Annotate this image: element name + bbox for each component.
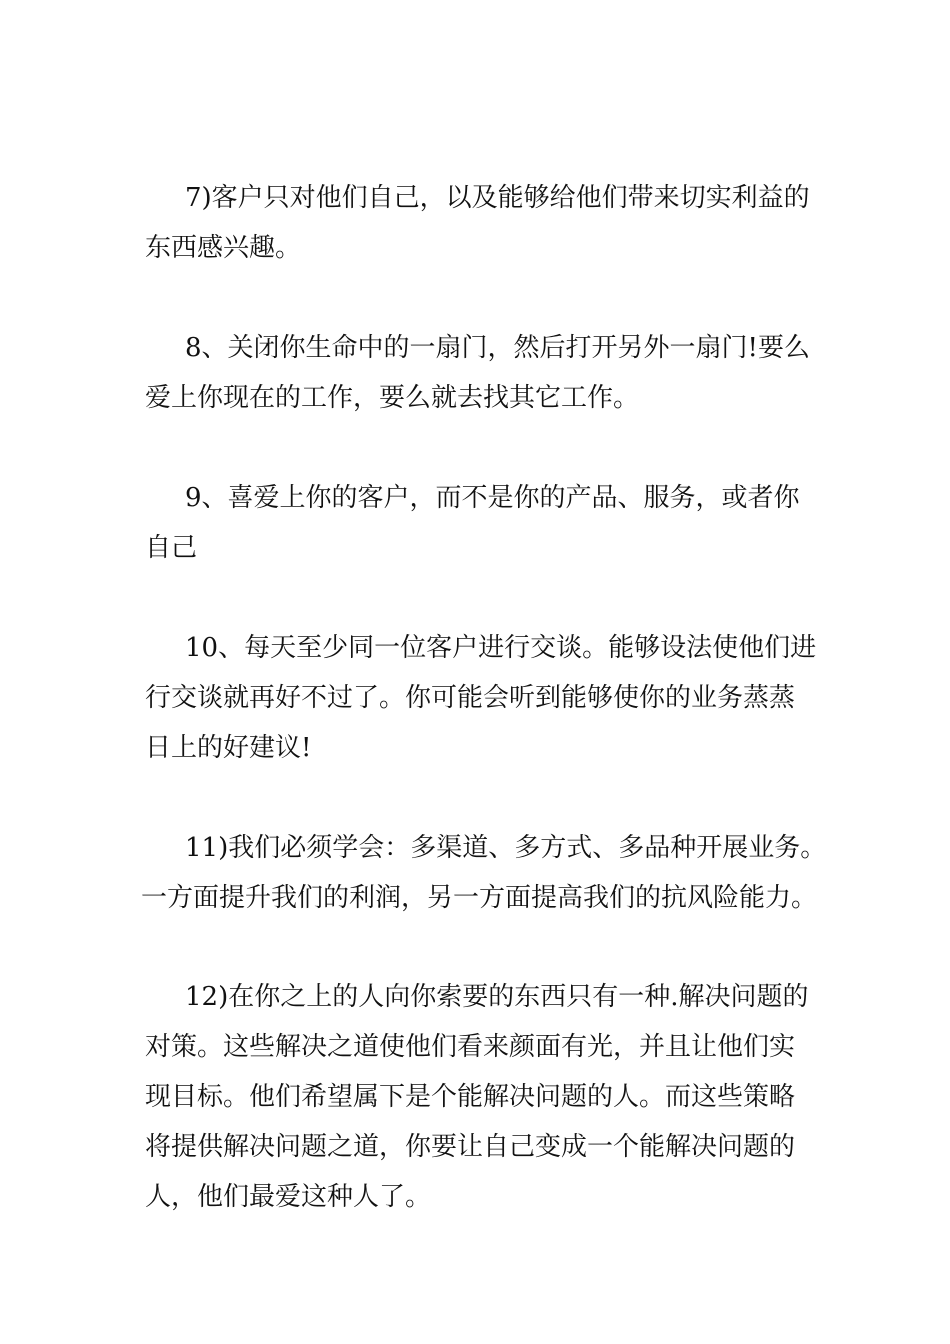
text-line: 10、每天至少同一位客户进行交谈。能够设法使他们进 <box>185 633 817 663</box>
text-line: 现目标。他们希望属下是个能解决问题的人。而这些策略 <box>145 1082 796 1112</box>
text-line: 人，他们最爱这种人了。 <box>145 1182 432 1212</box>
text-line: 自己 <box>145 533 198 563</box>
paragraph-7 <box>145 173 810 273</box>
text-line: 爱上你现在的工作，要么就去找其它工作。 <box>145 383 640 413</box>
text-line: 将提供解决问题之道，你要让自己变成一个能解决问题的 <box>145 1132 796 1162</box>
paragraph-10 <box>145 623 816 773</box>
text-line: 一方面提升我们的利润，另一方面提高我们的抗风险能力。 <box>141 883 818 913</box>
text-line: 7)客户只对他们自己，以及能够给他们带来切实利益的 <box>185 183 810 213</box>
text-line: 9、喜爱上你的客户，而不是你的产品、服务，或者你 <box>185 483 800 513</box>
text-line: 11)我们必须学会：多渠道、多方式、多品种开展业务。 <box>185 833 827 863</box>
text-line: 东西感兴趣。 <box>145 233 302 263</box>
text-line: 日上的好建议! <box>145 733 312 763</box>
text-line: 对策。这些解决之道使他们看来颜面有光，并且让他们实 <box>145 1032 796 1062</box>
paragraph-12 <box>145 972 809 1222</box>
paragraph-8 <box>145 323 810 423</box>
text-line: 8、关闭你生命中的一扇门，然后打开另外一扇门!要么 <box>185 333 810 363</box>
paragraph-9 <box>145 473 800 573</box>
text-line: 行交谈就再好不过了。你可能会听到能够使你的业务蒸蒸 <box>145 683 796 713</box>
text-line: 12)在你之上的人向你索要的东西只有一种.解决问题的 <box>185 982 809 1012</box>
paragraph-11 <box>141 823 827 923</box>
